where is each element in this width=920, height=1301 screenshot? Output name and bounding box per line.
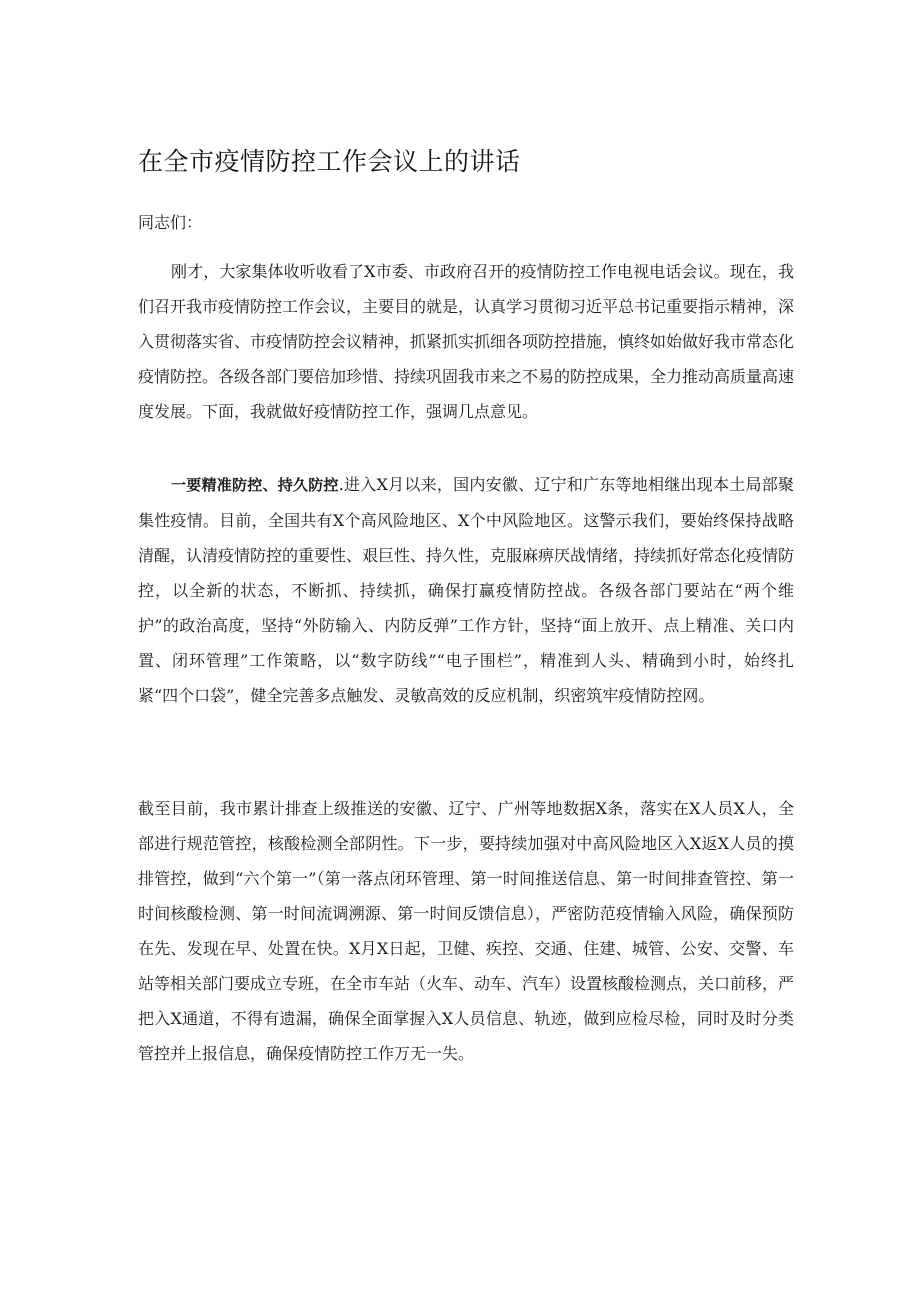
paragraph-status: 截至目前，我市累计排查上级推送的安徽、辽宁、广州等地数据X条，落实在X人员X人，全部进行规范管控，核酸检测全部阴性。下一步，要持续加强对中高风险地区入X返X人员的摸排管控，做到“六个第一”（第一落点闭环管理、第一时间推送信息、第一时间排查管控、第一时间核酸检测、第一时间流调溯源、第一时间反馈信息），严密防范疫情输入风险，确保预防在先、发现在早、处置在快。X月X日起，卫健、疾控、交通、住建、城管、公安、交警、车站等相关部门要成立专班，在全市车站（火车、动车、汽车）设置核酸检测点，关口前移，严把入X通道，不得有遗漏，确保全面掌握入X人员信息、轨迹，做到应检尽检，同时及时分类管控并上报信息，确保疫情防控工作万无一失。 bbox=[138, 799, 795, 1063]
document-title: 在全市疫情防控工作会议上的讲话 bbox=[138, 147, 521, 176]
paragraph-lead-heading: 一要精准防控、持久防控 bbox=[171, 476, 339, 494]
paragraph-point-one-body: .进入X月以来，国内安徽、辽宁和广东等地相继出现本土局部聚集性疫情。目前，全国共有X个高风险地区、X个中风险地区。这警示我们，要始终保持战略清醒，认清疫情防控的重要性、艰巨性、持久性，克服麻痹厌战情绪，持续抓好常态化疫情防控，以全新的状态，不断抓、持续抓，确保打赢疫情防控战。各级各部门要站在“两个维护”的政治高度，坚持“外防输入、内防反弹”工作方针，坚持“面上放开、点上精准、关口内置、闭环管理”工作策略，以“数字防线”“电子围栏”，精准到人头、精确到小时，始终扎紧“四个口袋”，健全完善多点触发、灵敏高效的反应机制，织密筑牢疫情防控网。 bbox=[138, 475, 795, 705]
paragraph-point-one bbox=[138, 467, 794, 713]
paragraph-intro: 刚才，大家集体收听收看了X市委、市政府召开的疫情防控工作电视电话会议。现在，我们召开我市疫情防控工作会议，主要目的就是，认真学习贯彻习近平总书记重要指示精神，深入贯彻落实省、市疫情防控会议精神，抓紧抓实抓细各项防控措施，慎终如始做好我市常态化疫情防控。各级各部门要倍加珍惜、持续巩固我市来之不易的防控成果，全力推动高质量高速度发展。下面，我就做好疫情防控工作，强调几点意见。 bbox=[138, 262, 795, 421]
greeting: 同志们： bbox=[138, 213, 203, 232]
